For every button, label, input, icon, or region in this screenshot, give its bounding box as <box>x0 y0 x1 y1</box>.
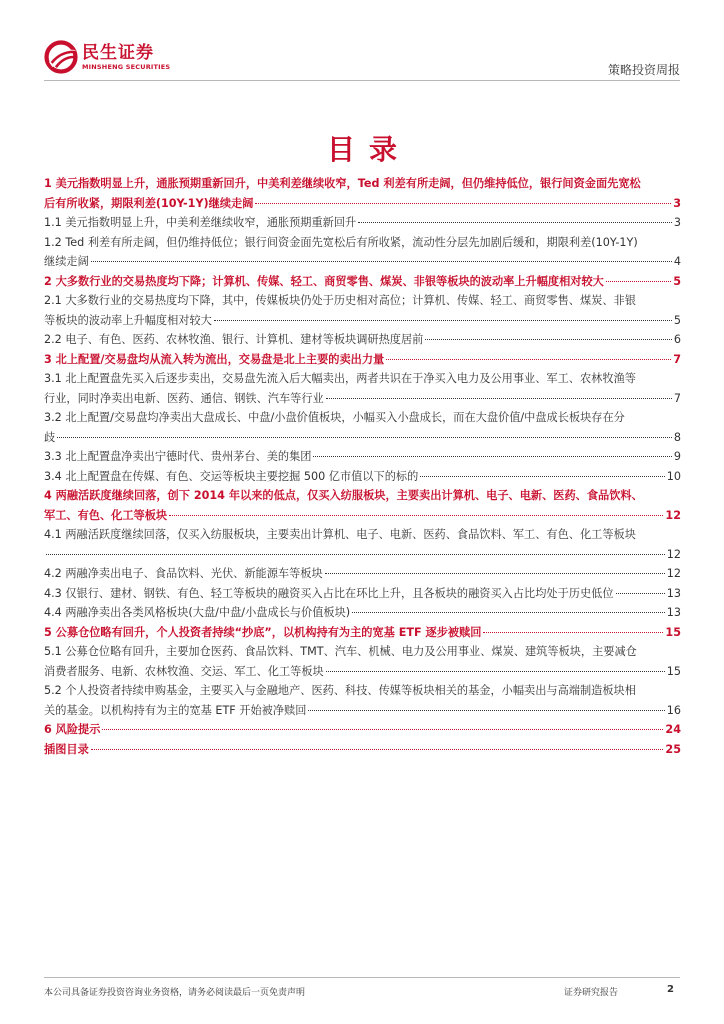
toc-page-number: 3 <box>673 196 681 210</box>
dot-leader <box>308 710 664 711</box>
dot-leader <box>46 554 665 555</box>
toc-entry-text-line: 6 风险提示 <box>44 723 101 736</box>
toc-subsection-entry[interactable] <box>44 330 681 350</box>
toc-entry-last-line <box>44 584 681 604</box>
toc-entry-last-line <box>44 564 681 584</box>
toc-section-entry[interactable] <box>44 272 681 292</box>
toc-entry-last-line <box>44 545 681 565</box>
toc-entry-last-line <box>44 720 681 740</box>
toc-entry-text-line: 2.1 大多数行业的交易热度均下降，其中，传媒板块仍处于历史相对高位；计算机、传媒、轻工、商贸零售、煤炭、非银 <box>44 294 636 307</box>
footer-report-label: 证券研究报告 <box>564 988 619 998</box>
toc-entry-text-line: 2.2 电子、有色、医药、农林牧渔、银行、计算机、建材等板块调研热度居前 <box>44 333 424 346</box>
toc-subsection-entry[interactable] <box>44 642 681 681</box>
toc-subsection-entry[interactable] <box>44 213 681 233</box>
toc-entry-text-line: 1.1 美元指数明显上升，中美利差继续收窄，通胀预期重新回升 <box>44 216 357 229</box>
toc-page-number: 7 <box>673 352 681 366</box>
dot-leader <box>102 729 663 730</box>
toc-entry-text-line: 5.2 个人投资者持续申购基金，主要买入与金融地产、医药、科技、传媒等板块相关的基金，小幅卖出与高端制造板块相 <box>44 684 636 697</box>
dot-leader <box>386 359 671 360</box>
toc-entry-last-line <box>44 213 681 233</box>
toc-entry-text-line: 2 大多数行业的交易热度均下降；计算机、传媒、轻工、商贸零售、煤炭、非银等板块的波动率上升幅度相对较大 <box>44 274 604 288</box>
toc-entry-text-line: 插图目录 <box>44 742 89 756</box>
footer-divider <box>44 977 680 978</box>
toc-subsection-entry[interactable] <box>44 408 681 447</box>
toc-subsection-entry[interactable] <box>44 291 681 330</box>
table-of-contents <box>44 174 681 759</box>
toc-section-entry[interactable] <box>44 740 681 760</box>
toc-subsection-entry[interactable] <box>44 369 681 408</box>
toc-subsection-entry[interactable] <box>44 525 681 564</box>
dot-leader <box>91 261 672 262</box>
dot-leader <box>325 573 665 574</box>
toc-entry-text-line: 关的基金。以机构持有为主的宽基 ETF 开始被净赎回 <box>44 703 307 717</box>
toc-entry-last-line <box>44 662 681 682</box>
dot-leader <box>358 222 672 223</box>
toc-section-entry[interactable] <box>44 486 681 525</box>
dot-leader <box>214 320 672 321</box>
toc-subsection-entry[interactable] <box>44 564 681 584</box>
dot-leader <box>425 339 672 340</box>
company-logo <box>44 40 170 80</box>
toc-page-number: 6 <box>673 333 681 346</box>
header-divider <box>44 80 680 81</box>
toc-page-number: 25 <box>665 742 681 756</box>
toc-entry-last-line <box>44 194 681 214</box>
toc-entry-text-line: 5.1 公募仓位略有回升，主要加仓医药、食品饮料、TMT、汽车、机械、电力及公用事业、煤炭、建筑等板块，主要减仓 <box>44 645 637 658</box>
report-type-label: 策略投资周报 <box>607 63 680 77</box>
toc-section-entry[interactable] <box>44 623 681 643</box>
toc-entry-text-line: 行业，同时净卖出电新、医药、通信、钢铁、汽车等行业 <box>44 391 324 405</box>
toc-page-number: 12 <box>665 508 681 522</box>
toc-page-number: 5 <box>673 274 681 288</box>
dot-leader <box>616 593 665 594</box>
toc-subsection-entry[interactable] <box>44 233 681 272</box>
minsheng-logo-icon <box>44 40 78 74</box>
toc-entry-text-line: 等板块的波动率上升幅度相对较大 <box>44 313 212 327</box>
toc-section-entry[interactable] <box>44 174 681 213</box>
logo-chinese-name: 民生证券 <box>82 43 154 63</box>
toc-subsection-entry[interactable] <box>44 467 681 487</box>
toc-entry-text-line: 1.2 Ted 利差有所走阔，但仍维持低位；银行间资金面先宽松后有所收紧，流动性分层先加剧后缓和，期限利差(10Y-1Y) <box>44 235 638 249</box>
toc-page-number: 13 <box>666 606 681 619</box>
toc-entry-text-line: 4.1 两融活跃度继续回落，仅买入纺服板块，主要卖出计算机、电子、电新、医药、食品饮料、军工、有色、化工等板块 <box>44 528 636 541</box>
toc-entry-text-line: 4 两融活跃度继续回落，创下 2014 年以来的低点，仅买入纺服板块，主要卖出计算机、电子、电新、医药、食品饮料、 <box>44 489 643 502</box>
dot-leader <box>352 612 665 613</box>
toc-entry-text-line: 继续走阔 <box>44 255 89 268</box>
dot-leader <box>255 203 671 204</box>
toc-page-number: 15 <box>666 664 681 678</box>
logo-english-name: MINSHENG SECURITIES <box>82 63 171 71</box>
toc-subsection-entry[interactable] <box>44 681 681 720</box>
toc-subsection-entry[interactable] <box>44 603 681 623</box>
toc-page-number: 7 <box>673 391 681 405</box>
dot-leader <box>326 398 672 399</box>
toc-page-number: 4 <box>673 255 681 268</box>
toc-entry-text-line: 消费者服务、电新、农林牧渔、交运、军工、化工等板块 <box>44 664 324 678</box>
toc-entry-last-line <box>44 252 681 272</box>
dot-leader <box>313 456 671 457</box>
toc-page-number: 16 <box>666 703 681 717</box>
dot-leader <box>483 632 663 633</box>
toc-entry-last-line <box>44 311 681 331</box>
toc-entry-last-line <box>44 603 681 623</box>
toc-entry-last-line <box>44 467 681 487</box>
toc-page-number: 10 <box>666 469 681 483</box>
dot-leader <box>169 515 663 516</box>
toc-subsection-entry[interactable] <box>44 584 681 604</box>
toc-entry-text-line: 歧 <box>44 430 56 444</box>
toc-title: 目录 <box>326 133 411 166</box>
toc-page-number: 24 <box>665 723 681 736</box>
toc-entry-text-line: 4.3 仅银行、建材、钢铁、有色、轻工等板块的融资买入占比在环比上升，且各板块的融资买入占比均处于历史低位 <box>44 586 614 600</box>
toc-entry-last-line <box>44 701 681 721</box>
toc-entry-last-line <box>44 623 681 643</box>
dot-leader <box>326 671 665 672</box>
dot-leader <box>420 476 664 477</box>
footer-disclaimer: 本公司具备证券投资咨询业务资格，请务必阅读最后一页免责声明 <box>44 988 306 998</box>
toc-page-number: 13 <box>666 586 681 600</box>
toc-page-number: 15 <box>665 625 681 639</box>
toc-entry-text-line: 后有所收紧，期限利差(10Y-1Y)继续走阔 <box>44 196 254 210</box>
toc-entry-text-line: 3.1 北上配置盘先买入后逐步卖出，交易盘先流入后大幅卖出，两者共识在于净买入电力及公用事业、军工、农林牧渔等 <box>44 372 636 385</box>
toc-entry-last-line <box>44 447 681 467</box>
toc-entry-last-line <box>44 740 681 760</box>
page-number: 2 <box>667 984 674 995</box>
toc-entry-text-line: 军工、有色、化工等板块 <box>44 508 168 522</box>
dot-leader <box>606 281 671 282</box>
toc-entry-text-line: 3 北上配置/交易盘均从流入转为流出，交易盘是北上主要的卖出力量 <box>44 352 385 366</box>
toc-entry-text-line: 1 美元指数明显上升，通胀预期重新回升，中美利差继续收窄，Ted 利差有所走阔，但仍维持低位，银行间资金面先宽松 <box>44 177 641 190</box>
toc-entry-text-line: 3.3 北上配置盘净卖出宁德时代、贵州茅台、美的集团 <box>44 450 312 463</box>
toc-entry-text-line: 3.4 北上配置盘在传媒、有色、交运等板块主要挖掘 500 亿市值以下的标的 <box>44 469 419 483</box>
toc-entry-last-line <box>44 506 681 526</box>
toc-page-number: 9 <box>673 450 681 463</box>
toc-subsection-entry[interactable] <box>44 447 681 467</box>
toc-page-number: 12 <box>666 567 681 580</box>
toc-entry-text-line: 4.2 两融净卖出电子、食品饮料、光伏、新能源车等板块 <box>44 567 323 580</box>
toc-section-entry[interactable] <box>44 720 681 740</box>
toc-entry-last-line <box>44 330 681 350</box>
toc-page-number: 12 <box>666 547 681 561</box>
toc-page-number: 5 <box>673 313 681 327</box>
toc-section-entry[interactable] <box>44 350 681 370</box>
dot-leader <box>91 749 664 750</box>
toc-entry-last-line <box>44 350 681 370</box>
toc-entry-text-line: 5 公募仓位略有回升，个人投资者持续“抄底”，以机构持有为主的宽基 ETF 逐步被赎回 <box>44 625 482 639</box>
toc-entry-text-line: 4.4 两融净卖出各类风格板块(大盘/中盘/小盘成长与价值板块) <box>44 606 351 619</box>
toc-entry-text-line: 3.2 北上配置/交易盘均净卖出大盘成长、中盘/小盘价值板块，小幅买入小盘成长，而在大盘价值/中盘成长板块存在分 <box>44 411 625 424</box>
toc-entry-last-line <box>44 389 681 409</box>
toc-page-number: 8 <box>673 430 681 444</box>
toc-entry-last-line <box>44 428 681 448</box>
dot-leader <box>57 437 672 438</box>
toc-entry-last-line <box>44 272 681 292</box>
toc-page-number: 3 <box>673 216 681 229</box>
